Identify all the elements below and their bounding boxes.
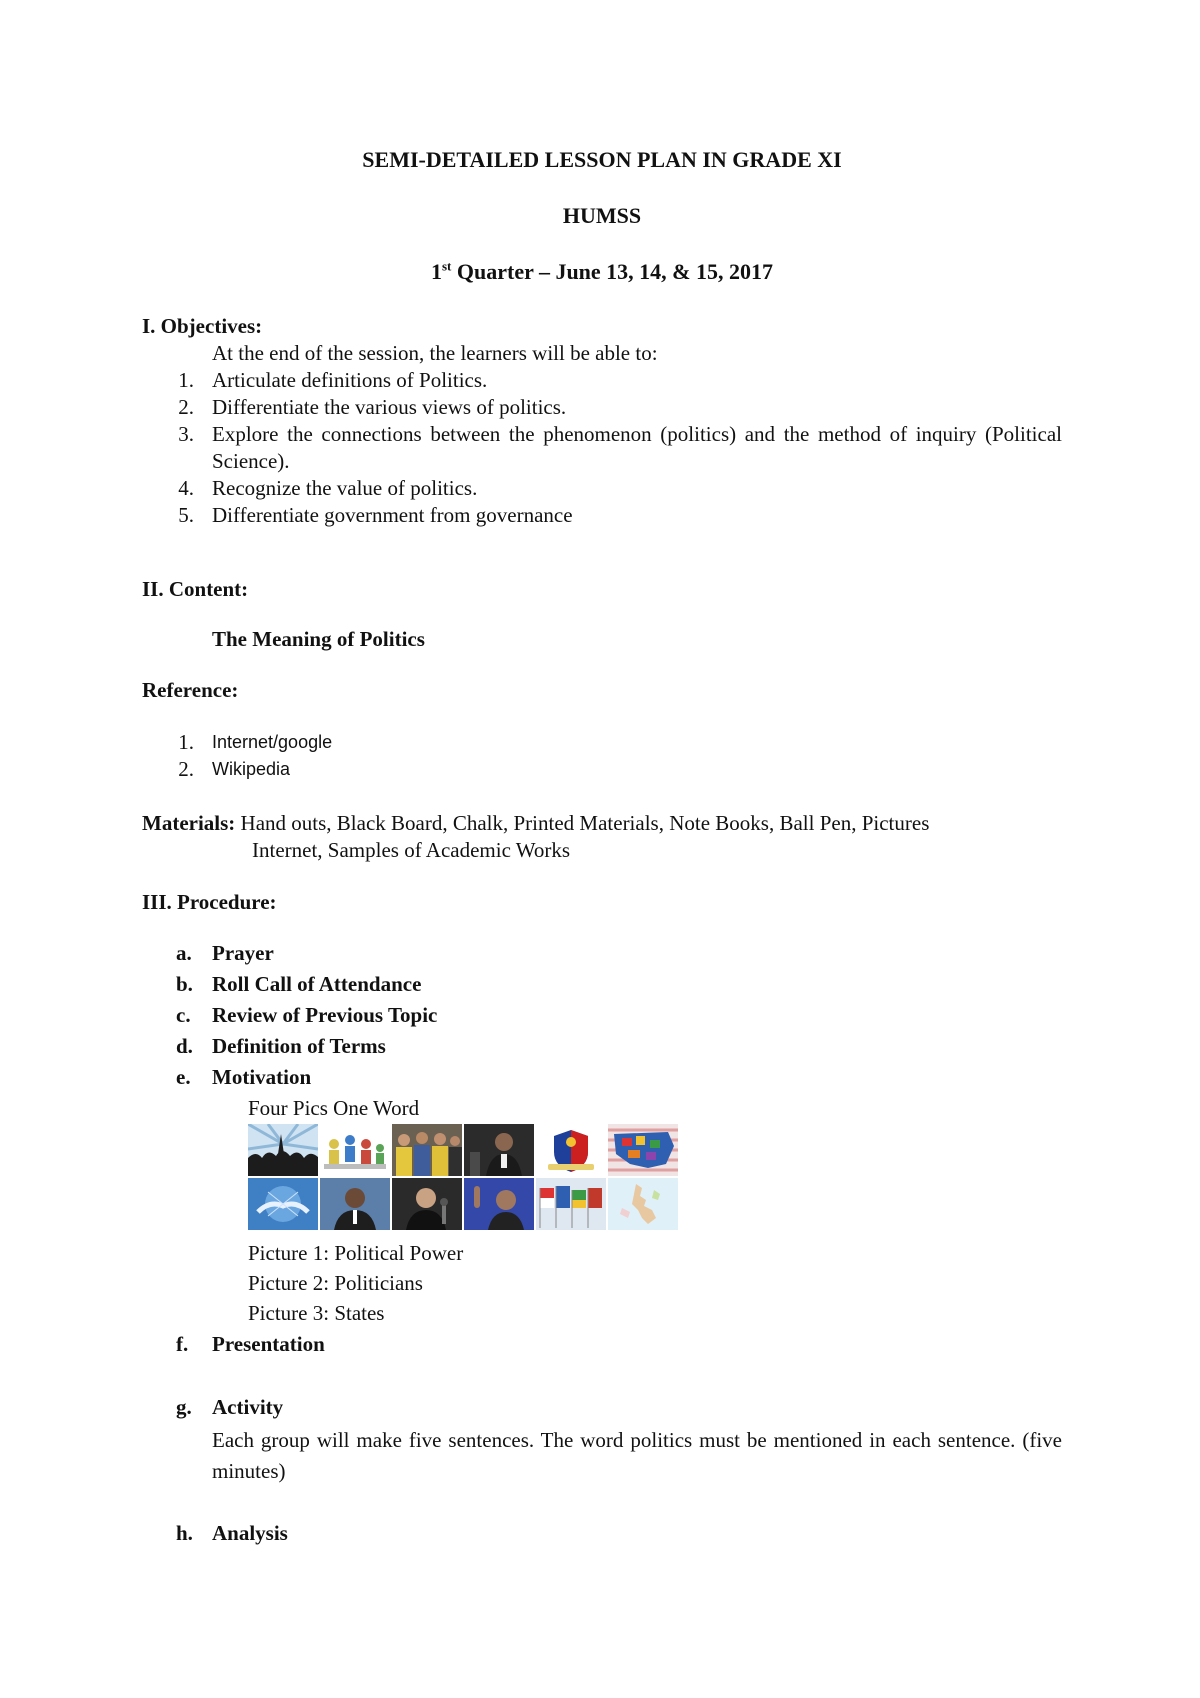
- world-flags-image: [536, 1178, 606, 1230]
- quarter-date: [142, 258, 1062, 285]
- content-topic: The Meaning of Politics: [212, 627, 425, 651]
- country-map-image: [608, 1178, 678, 1230]
- politician-gesture-image: [464, 1178, 534, 1230]
- politician-portrait-image: [320, 1178, 390, 1230]
- list-item-number: 4.: [178, 476, 194, 500]
- materials-label: Materials:: [142, 811, 236, 835]
- list-item-text: Differentiate government from governance: [212, 503, 573, 527]
- step-label: Presentation: [212, 1332, 325, 1356]
- materials-line: [142, 810, 929, 837]
- materials-text-continued: Internet, Samples of Academic Works: [252, 838, 571, 862]
- step-letter: e.: [176, 1065, 191, 1089]
- step-letter: a.: [176, 941, 192, 965]
- lesson-plan-page: [142, 0, 1062, 1698]
- figures-pieces-image: [320, 1124, 390, 1176]
- step-letter: c.: [176, 1003, 191, 1027]
- handshake-network-image: [248, 1178, 318, 1230]
- step-letter: g.: [176, 1395, 192, 1419]
- document-title: SEMI-DETAILED LESSON PLAN IN GRADE XI: [362, 147, 842, 172]
- list-item-number: 2.: [178, 395, 194, 419]
- step-label: Analysis: [212, 1521, 288, 1545]
- objectives-heading: I. Objectives:: [142, 314, 263, 338]
- picture-caption: Picture 2: Politicians: [248, 1271, 423, 1295]
- politician-speech-image: [464, 1124, 534, 1176]
- crowd-rally-image: [248, 1124, 318, 1176]
- list-item-text: Articulate definitions of Politics.: [212, 368, 488, 392]
- list-item-number: 3.: [178, 422, 194, 446]
- politicians-group-image: [392, 1124, 462, 1176]
- step-letter: h.: [176, 1521, 193, 1545]
- politician-microphone-image: [392, 1178, 462, 1230]
- step-label: Review of Previous Topic: [212, 1003, 438, 1027]
- quarter-ordinal: 1: [430, 259, 442, 284]
- list-item-number: 1.: [178, 730, 194, 754]
- objectives-intro: At the end of the session, the learners will be able to:: [212, 341, 658, 365]
- list-item-text: Wikipedia: [212, 759, 291, 779]
- step-letter: d.: [176, 1034, 193, 1058]
- step-letter: f.: [176, 1332, 189, 1356]
- activity-description: Each group will make five sentences. The word politics must be mentioned in each sentence. (five minutes): [212, 1428, 1062, 1483]
- list-item-number: 5.: [178, 503, 194, 527]
- list-item-text: Explore the connections between the phenomenon (politics) and the method of inquiry (Political Science).: [212, 422, 1062, 473]
- motivation-game-title: Four Pics One Word: [248, 1096, 420, 1120]
- step-label: Activity: [212, 1395, 284, 1419]
- content-heading: II. Content:: [142, 577, 249, 601]
- step-label: Definition of Terms: [212, 1034, 386, 1058]
- materials-text: Hand outs, Black Board, Chalk, Printed Materials, Note Books, Ball Pen, Pictures: [240, 811, 930, 835]
- step-label: Prayer: [212, 941, 274, 965]
- list-item-text: Differentiate the various views of politics.: [212, 395, 567, 419]
- procedure-heading: III. Procedure:: [142, 890, 277, 914]
- step-letter: b.: [176, 972, 193, 996]
- quarter-ordinal-suffix: st: [441, 258, 452, 274]
- strand-title: HUMSS: [562, 203, 642, 228]
- picture-caption: Picture 1: Political Power: [248, 1241, 464, 1265]
- coat-of-arms-image: [536, 1124, 606, 1176]
- quarter-date-text: Quarter – June 13, 14, & 15, 2017: [451, 259, 774, 284]
- list-item-text: Internet/google: [212, 732, 333, 752]
- four-pics-collage: [248, 1124, 680, 1230]
- list-item-number: 1.: [178, 368, 194, 392]
- list-item-number: 2.: [178, 757, 194, 781]
- list-item-text: Recognize the value of politics.: [212, 476, 478, 500]
- step-label: Roll Call of Attendance: [212, 972, 422, 996]
- step-label: Motivation: [212, 1065, 312, 1089]
- picture-caption: Picture 3: States: [248, 1301, 385, 1325]
- states-map-image: [608, 1124, 678, 1176]
- reference-heading: Reference:: [142, 678, 239, 702]
